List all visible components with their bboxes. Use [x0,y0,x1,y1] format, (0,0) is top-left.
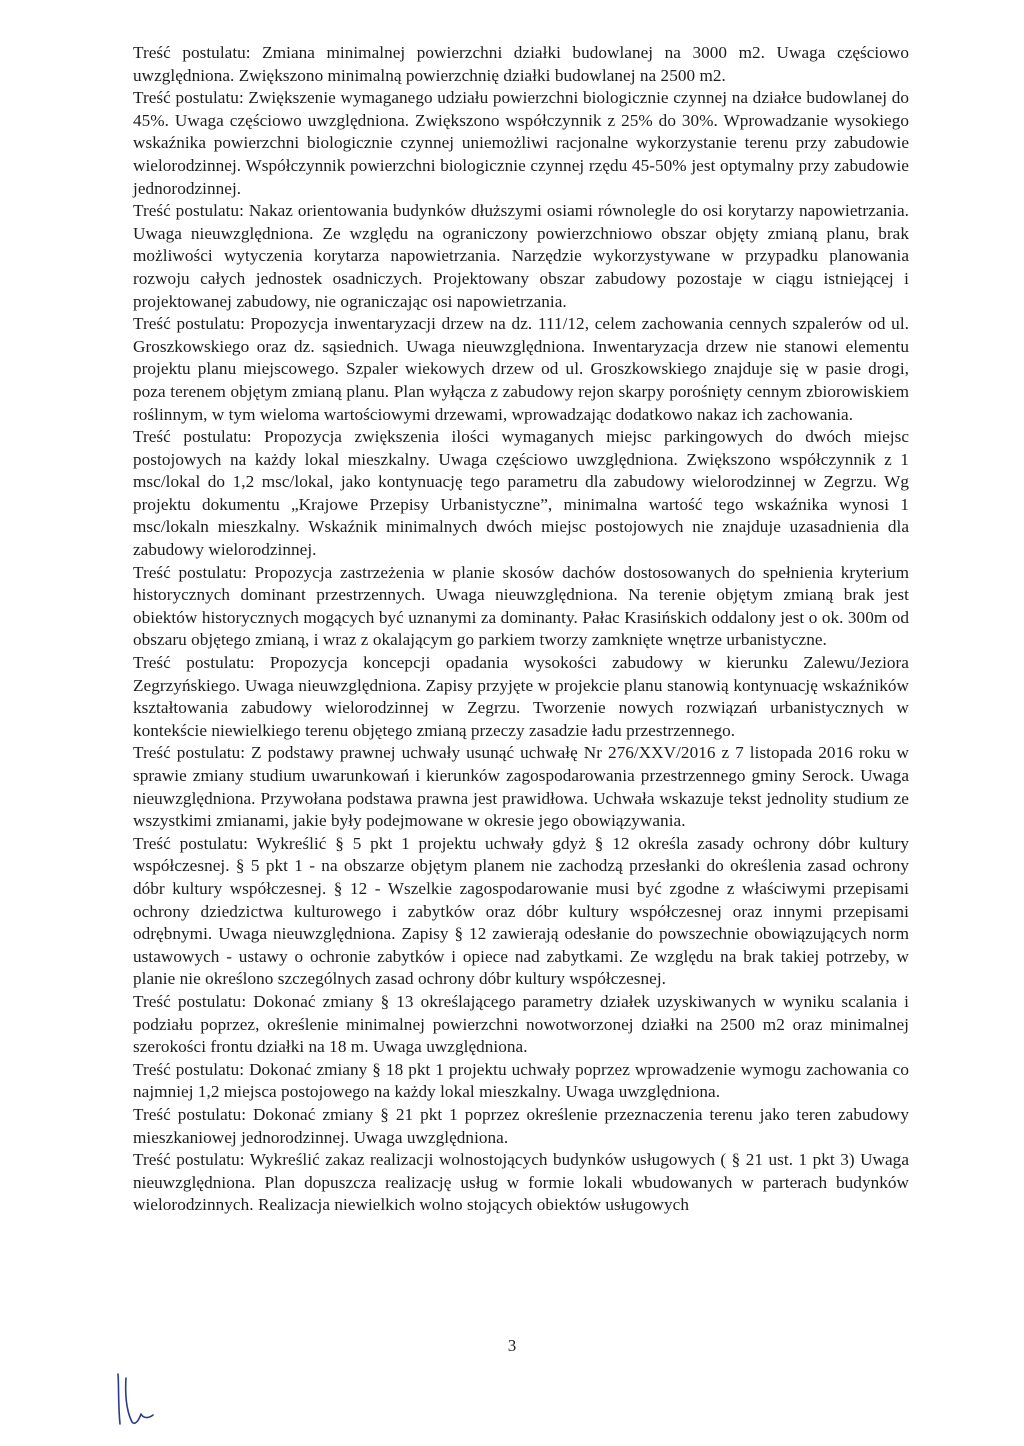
paragraph-section-18: Treść postulatu: Dokonać zmiany § 18 pkt 1 projektu uchwały poprzez wprowadzenie wymogu zachowania co najmniej 1,2 miejsca postojowego na każdy lokal mieszkalny. Uwaga uwzględniona. [133,1059,909,1102]
paragraph-tree-inventory: Treść postulatu: Propozycja inwentaryzacji drzew na dz. 111/12, celem zachowania cennych szpalerów od ul. Groszkowskiego oraz dz. sąsiednich. Uwaga nieuwzględniona. Inwentaryzacja drzew nie stanowi elementu projektu planu miejscowego. Szpaler wiekowych drzew od ul. Groszkowskiego znajduje się w pasie drogi, poza terenem objętym zmianą planu. Plan wyłącza z zabudowy rejon skarpy porośnięty cennym zbiorowiskiem roślinnym, w tym wieloma wartościowymi drzewami, wprowadzając dodatkowo nakaz ich zachowania. [133,314,909,424]
paragraph-cultural-goods: Treść postulatu: Wykreślić § 5 pkt 1 projektu uchwały gdyż § 12 określa zasady ochrony dóbr kultury współczesnej. § 5 pkt 1 - na obszarze objętym planem nie zachodzą przesłanki do określenia zasad ochrony dóbr kultury współczesnej. § 12 - Wszelkie zagospodarowanie musi być zgodne z właściwymi przepisami ochrony dziedzictwa kulturowego i zabytków oraz dóbr kultury współczesnej oraz innymi przepisami odrębnymi. Uwaga nieuwzględniona. Zapisy § 12 zawierają odesłanie do powszechnie obowiązujących norm ustawowych - ustawy o ochronie zabytków i opiece nad zabytkami. Ze względu na brak takiej potrzeby, w planie nie określono szczególnych zasad ochrony dóbr kultury współczesnej. [133,833,909,989]
document-body [133,42,909,1217]
paragraph-minimal-plot-area: Treść postulatu: Zmiana minimalnej powierzchni działki budowlanej na 3000 m2. Uwaga częściowo uwzględniona. Zwiększono minimalną powierzchnię działki budowlanej na 2500 m2. [133,43,909,85]
paragraph-parking-spaces: Treść postulatu: Propozycja zwiększenia ilości wymaganych miejsc parkingowych do dwóch miejsc postojowych na każdy lokal mieszkalny. Uwaga częściowo uwzględniona. Zwiększono współczynnik z 1 msc/lokal do 1,2 msc/lokal, jako kontynuację tego parametru dla zabudowy wielorodzinnej w Zegrzu. Wg projektu dokumentu „Krajowe Przepisy Urbanistyczne”, minimalna wartość tego wskaźnika wynosi 1 msc/lokaln mieszkalny. Wskaźnik minimalnych dwóch miejsc postojowych nie znajduje uzasadnienia dla zabudowy wielorodzinnej. [133,427,909,560]
paragraph-section-13: Treść postulatu: Dokonać zmiany § 13 określającego parametry działek uzyskiwanych w wyniku scalania i podziału poprzez, określenie minimalnej powierzchni nowotworzonej działki na 2500 m2 oraz minimalnej szerokości frontu działki na 18 m. Uwaga uwzględniona. [133,991,909,1057]
paragraph-legal-basis: Treść postulatu: Z podstawy prawnej uchwały usunąć uchwałę Nr 276/XXV/2016 z 7 listopada 2016 roku w sprawie zmiany studium uwarunkowań i kierunków zagospodarowania przestrzennego gminy Serock. Uwaga nieuwzględniona. Przywołana podstawa prawna jest prawidłowa. Uchwała wskazuje tekst jednolity studium ze wszystkimi zmianami, jakie były podejmowane w okresie jego obowiązywania. [133,743,909,831]
paragraph-ventilation-corridors: Treść postulatu: Nakaz orientowania budynków dłuższymi osiami równolegle do osi korytarzy napowietrzania. Uwaga nieuwzględniona. Ze względu na ograniczony powierzchniowo obszar objęty zmianą planu, brak możliwości wytyczenia korytarza napowietrzania. Narzędzie wykorzystywane w przypadku planowania rozwoju całych jednostek osadniczych. Projektowany obszar zabudowy pozostaje w ciągu istniejącej i projektowanej zabudowy, nie ograniczając osi napowietrzania. [133,201,909,311]
paragraph-service-buildings: Treść postulatu: Wykreślić zakaz realizacji wolnostojących budynków usługowych ( § 21 ust. 1 pkt 3) Uwaga nieuwzględniona. Plan dopuszcza realizację usług w formie lokali wbudowanych w parterach budynków wielorodzinnych. Realizacja niewielkich wolno stojących obiektów usługowych [133,1150,909,1215]
paragraph-biologically-active-area: Treść postulatu: Zwiększenie wymaganego udziału powierzchni biologicznie czynnej na działce budowlanej do 45%. Uwaga częściowo uwzględniona. Zwiększono współczynnik z 25% do 30%. Wprowadzanie wysokiego wskaźnika powierzchni biologicznie czynnej uniemożliwi racjonalne wykorzystanie terenu przy zabudowie wielorodzinnej. Współczynnik powierzchni biologicznie czynnej rzędu 45-50% jest optymalny przy zabudowie jednorodzinnej. [133,88,909,198]
paragraph-roof-slopes: Treść postulatu: Propozycja zastrzeżenia w planie skosów dachów dostosowanych do spełnienia kryterium historycznych dominant przestrzennych. Uwaga nieuwzględniona. Na terenie objętym zmianą brak jest obiektów historycznych mogących być uznanymi za dominanty. Pałac Krasińskich oddalony jest o ok. 300m od obszaru objętego zmianą, i wraz z okalającym go parkiem tworzy zamknięte wnętrze urbanistyczne. [133,562,909,650]
page-number: 3 [507,1336,517,1355]
handwritten-initials-mark [108,1368,178,1430]
paragraph-section-21: Treść postulatu: Dokonać zmiany § 21 pkt 1 poprzez określenie przeznaczenia terenu jako teren zabudowy mieszkaniowej jednorodzinnej. Uwaga uwzględniona. [133,1104,909,1147]
paragraph-building-height: Treść postulatu: Propozycja koncepcji opadania wysokości zabudowy w kierunku Zalewu/Jeziora Zegrzyńskiego. Uwaga nieuwzględniona. Zapisy przyjęte w projekcie planu stanowią kontynuację wskaźników kształtowania zabudowy wielorodzinnej w Zegrzu. Tworzenie nowych rozwiązań urbanistycznych w kontekście niewielkiego terenu objętego zmianą przeczy zasadzie ładu przestrzennego. [133,653,909,740]
